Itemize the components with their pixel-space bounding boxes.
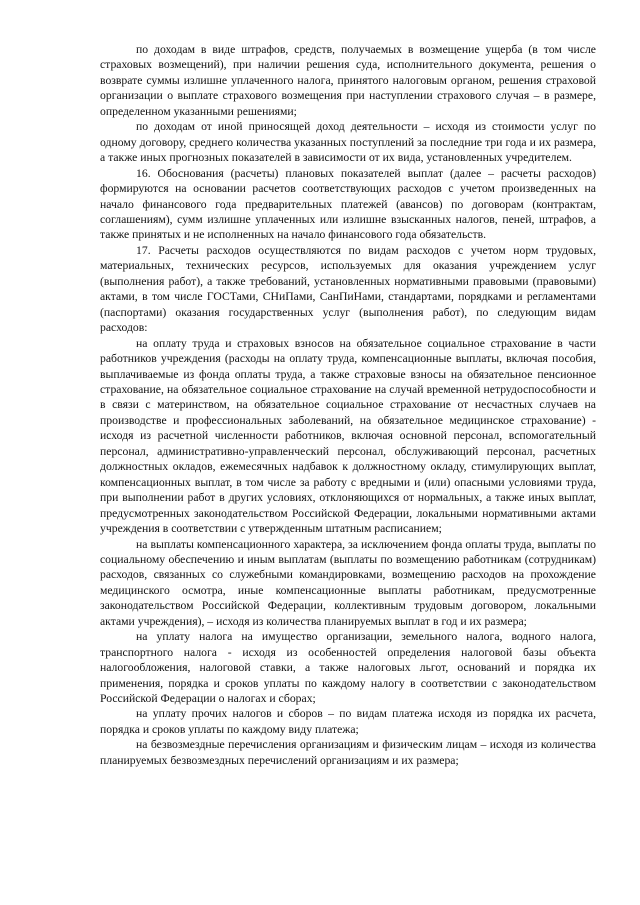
paragraph-labor-payment: на оплату труда и страховых взносов на обязательное социальное страхование в части работников учреждения (расходы на оплату труда, компенсационные выплаты, включая пособия, выплачиваемые из фонда оплаты труда, а также страховые взносы на обязательное пенсионное страхование, на обязательное социальное страхование на случай временной нетрудоспособности и в связи с материнством, на обязательное социальное страхование от несчастных случаев на производстве и профессиональных заболеваний, на обязательное медицинское страхование) - исходя из расчетной численности работников, включая основной персонал, вспомогательный персонал, административно-управленческий персонал, обслуживающий персонал, расчетных должностных окладов, ежемесячных надбавок к должностному окладу, стимулирующих выплат, компенсационных выплат, в том числе за работу с вредными и (или) опасными условиями труда, при выполнении работ в других условиях, отклоняющихся от нормальных, а также иных выплат, предусмотренных законодательством Российской Федерации, локальными нормативными актами учреждения в соответствии с утвержденным штатным расписанием; [100,336,596,536]
paragraph-property-tax: на уплату налога на имущество организации, земельного налога, водного налога, транспортного налога - исходя из особенностей определения налоговой базы объекта налогообложения, налоговой ставки, а также налоговых льгот, оснований и порядка их применения, порядка и сроков уплаты по каждому налогу в соответствии с законодательством Российской Федерации о налогах и сборах; [100,630,596,706]
paragraph-17-expense-calculations: 17. Расчеты расходов осуществляются по видам расходов с учетом норм трудовых, материальных, технических ресурсов, используемых для оказания учреждением услуг (выполнения работ), а также требований, установленных нормативными правовыми (правовыми) актами, в том числе ГОСТами, СНиПами, СанПиНами, стандартами, порядками и регламентами (паспортами) оказания государственных услуг (выполнения работ), по следующим видам расходов: [100,243,596,335]
paragraph-16-justifications: 16. Обоснования (расчеты) плановых показателей выплат (далее – расчеты расходов) формируются на основании расчетов соответствующих расходов с учетом произведенных на начало финансового года предварительных платежей (авансов) по договорам (контрактам, соглашениям), сумм излишне уплаченных или излишне взысканных налогов, пеней, штрафов, а также принятых и не исполненных на начало финансового года обязательств. [100,166,596,242]
paragraph-income-fines: по доходам в виде штрафов, средств, получаемых в возмещение ущерба (в том числе страховых возмещений), при наличии решения суда, исполнительного документа, решения о возврате суммы излишне уплаченного налога, принятого налоговым органом, решения страховой организации о выплате страхового возмещения при наступлении страхового случая – в размере, определенном указанными решениями; [100,43,596,118]
paragraph-free-transfers: на безвозмездные перечисления организациям и физическим лицам – исходя из количества планируемых безвозмездных перечислений организациям и их размера; [100,738,596,767]
paragraph-compensation-payments: на выплаты компенсационного характера, за исключением фонда оплаты труда, выплаты по социальному обеспечению и иным выплатам (выплаты по возмещению работникам (сотрудникам) расходов, связанных со служебными командировками, возмещению расходов на прохождение медицинского осмотра, иные компенсационные выплаты работникам, предусмотренные законодательством Российской Федерации, коллективным трудовым договором, локальными актами учреждения), – исходя из количества планируемых выплат в год и их размера; [100,537,596,628]
paragraph-other-taxes: на уплату прочих налогов и сборов – по видам платежа исходя из порядка их расчета, порядка и сроков уплаты по каждому виду платежа; [100,707,596,736]
paragraph-income-other-activity: по доходам от иной приносящей доход деятельности – исходя из стоимости услуг по одному договору, среднего количества указанных поступлений за последние три года и их размера, а также иных прогнозных показателей в зависимости от их вида, установленных учредителем. [100,120,596,165]
